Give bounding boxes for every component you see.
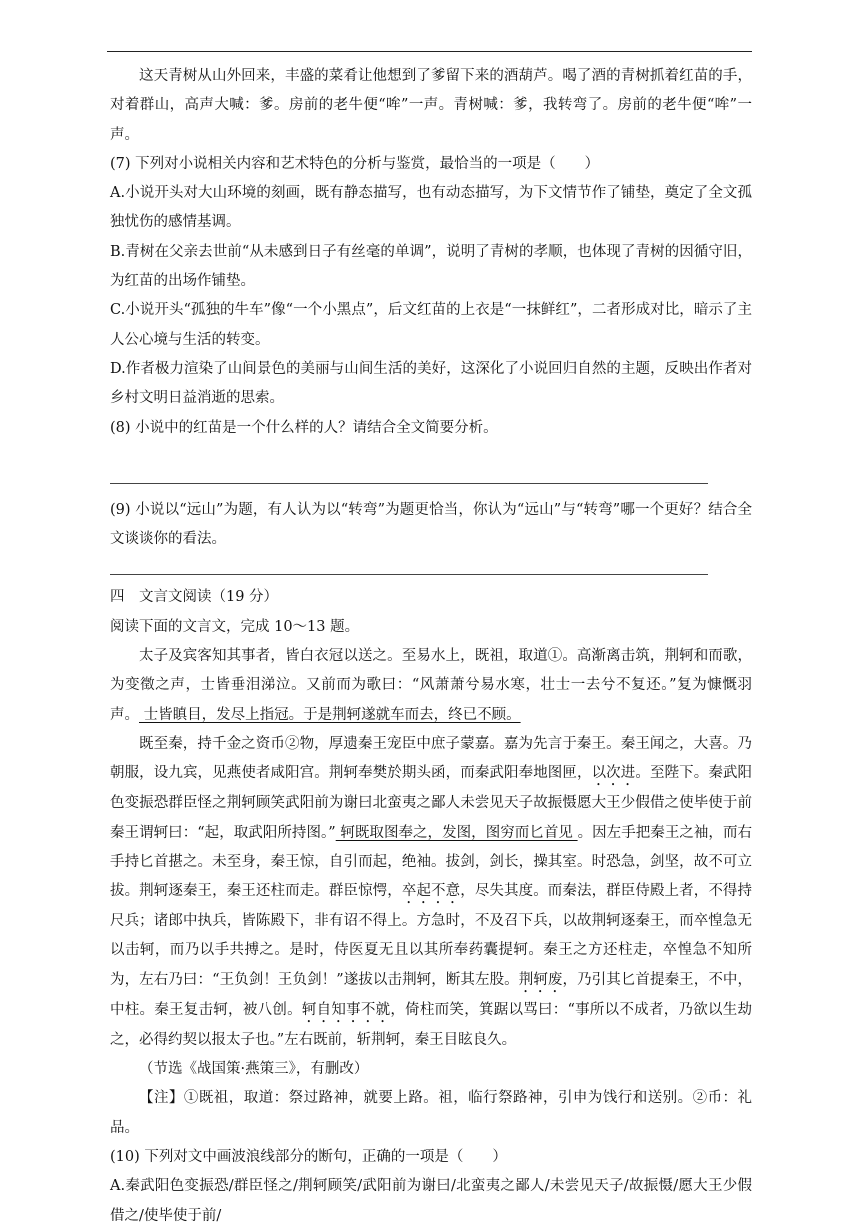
question-7-stem: (7) 下列对小说相关内容和艺术特色的分析与鉴赏，最恰当的一项是（ ）: [110, 155, 600, 172]
question-8-stem: (8) 小说中的红苗是一个什么样的人？请结合全文简要分析。: [110, 419, 498, 436]
dotted-phrase: 卒起不意: [401, 883, 461, 900]
classical-paragraph-2: [110, 730, 752, 1055]
dotted-phrase: 荆轲废: [518, 971, 563, 988]
underlined-sentence: 士皆瞋目，发尽上指冠。于是荆轲遂就车而去，终已不顾。: [139, 706, 521, 723]
section-4-instruction: 阅读下面的文言文，完成 10～13 题。: [110, 618, 360, 635]
source-citation: （节选《战国策·燕策三》，有删改）: [139, 1061, 369, 1078]
question-10-option-a[interactable]: A.秦武阳色变振恐/群臣怪之/荆轲顾笑/武阳前为谢曰/北蛮夷之鄙人/未尝见天子/故振慑/愿大王少假借之/使毕使于前/: [110, 1178, 752, 1224]
wavy-line-passage: 秦武阳色变振恐群臣怪之荆轲顾笑武阳前为谢曰北蛮夷之鄙人未尝见天子故振慑愿大王少假借之使毕使于前: [110, 765, 753, 812]
classical-text: 。因左手把秦王之袖，而右手持匕首揕之。未至身，秦王惊，自引而起，绝袖。拔剑，剑长，操其室。时恐急，剑坚，故不可立拔。荆轲逐秦王，秦王还柱而走。群臣惊愕，: [110, 824, 753, 900]
question-7-option-b[interactable]: B.青树在父亲去世前“从未感到日子有丝毫的单调”，说明了青树的孝顺，也体现了青树的因循守旧，为红苗的出场作铺垫。: [110, 243, 752, 290]
classical-text: 太子及宾客知其事者，皆白衣冠以送之。至易水上，既祖，取道①。高渐离击筑，荆轲和而歌，为变徵之声，士皆垂泪涕泣。又前而为歌曰：“风萧萧兮易水寒，壮士一去兮不复还。”复为慷慨羽声。: [110, 648, 752, 723]
classical-text: ，倚柱而笑，箕踞以骂曰：“事所以不成者，乃欲以生劫之，必得约契以报太子也。”左右既前，斩荆轲，秦王目眩良久。: [110, 1001, 753, 1048]
classical-text: ，乃引其匕首提秦王，不中，中柱。秦王复击轲，被八创。: [110, 971, 753, 1018]
annotation-note: 【注】①既祖，取道：祭过路神，就要上路。祖，临行祭路神，引申为饯行和送别。②币：礼品。: [110, 1090, 752, 1136]
section-4-title: 四 文言文阅读（19 分）: [110, 589, 279, 606]
classical-text: 既至秦，持千金之资币②物，厚遗秦王宠臣中庶子蒙嘉。嘉为先言于秦王。秦王闻之，大喜。乃朝服，设九宾，见燕使者咸阳宫。荆轲奉樊於期头函，而秦武阳奉地图匣，: [110, 735, 752, 782]
question-7-option-d[interactable]: D.作者极力渲染了山间景色的美丽与山间生活的美好，这深化了小说回归自然的主题，反映出作者对乡村文明日益消逝的思索。: [110, 360, 752, 407]
passage-paragraph: 这天青树从山外回来，丰盛的菜肴让他想到了爹留下来的酒葫芦。喝了酒的青树抓着红苗的手，对着群山，高声大喊：爹。房前的老牛便“哞”一声。青树喊：爹，我转弯了。房前的老牛便“哞”一声。: [110, 68, 752, 143]
classical-text: 。至陛下。: [635, 765, 709, 782]
question-7-option-c[interactable]: C.小说开头“孤独的牛车”像“一个小黑点”，后文红苗的上衣是“一抹鲜红”，二者形成对比，暗示了主人公心境与生活的转变。: [110, 302, 752, 348]
dotted-phrase: 轲自知事不就: [301, 1001, 391, 1018]
question-9-stem: (9) 小说以“远山”为题，有人认为以“转弯”为题更恰当，你认为“远山”与“转弯”哪一个更好？结合全文谈谈你的看法。: [110, 501, 752, 548]
classical-paragraph-1: [110, 642, 752, 730]
dotted-phrase: 以次进: [591, 765, 636, 782]
classical-text: 秦王谓轲曰：“起，取武阳所持图。”: [110, 824, 336, 841]
underlined-sentence: 轲既取图奉之，发图，图穷而匕首见: [335, 824, 578, 841]
question-7-option-a[interactable]: A.小说开头对大山环境的刻画，既有静态描写，也有动态描写，为下文情节作了铺垫，奠定了全文孤独忧伤的感情基调。: [110, 185, 752, 231]
question-10-stem: (10) 下列对文中画波浪线部分的断句，正确的一项是（ ）: [110, 1148, 507, 1165]
classical-text: ，尽失其度。而秦法，群臣侍殿上者，不得持尺兵；诸郎中执兵，皆陈殿下，非有诏不得上。方急时，不及召下兵，以故荆轲逐秦王，而卒惶急无以击轲，而乃以手共搏之。是时，侍医夏无且以其所奉药囊提轲。秦王之方还柱走，卒惶急不知所为，左右乃曰：“王负剑！王负剑！”遂拔以击荆轲，断其左股。: [110, 883, 753, 988]
header-rule: [107, 51, 752, 52]
page-content: [110, 62, 752, 1231]
